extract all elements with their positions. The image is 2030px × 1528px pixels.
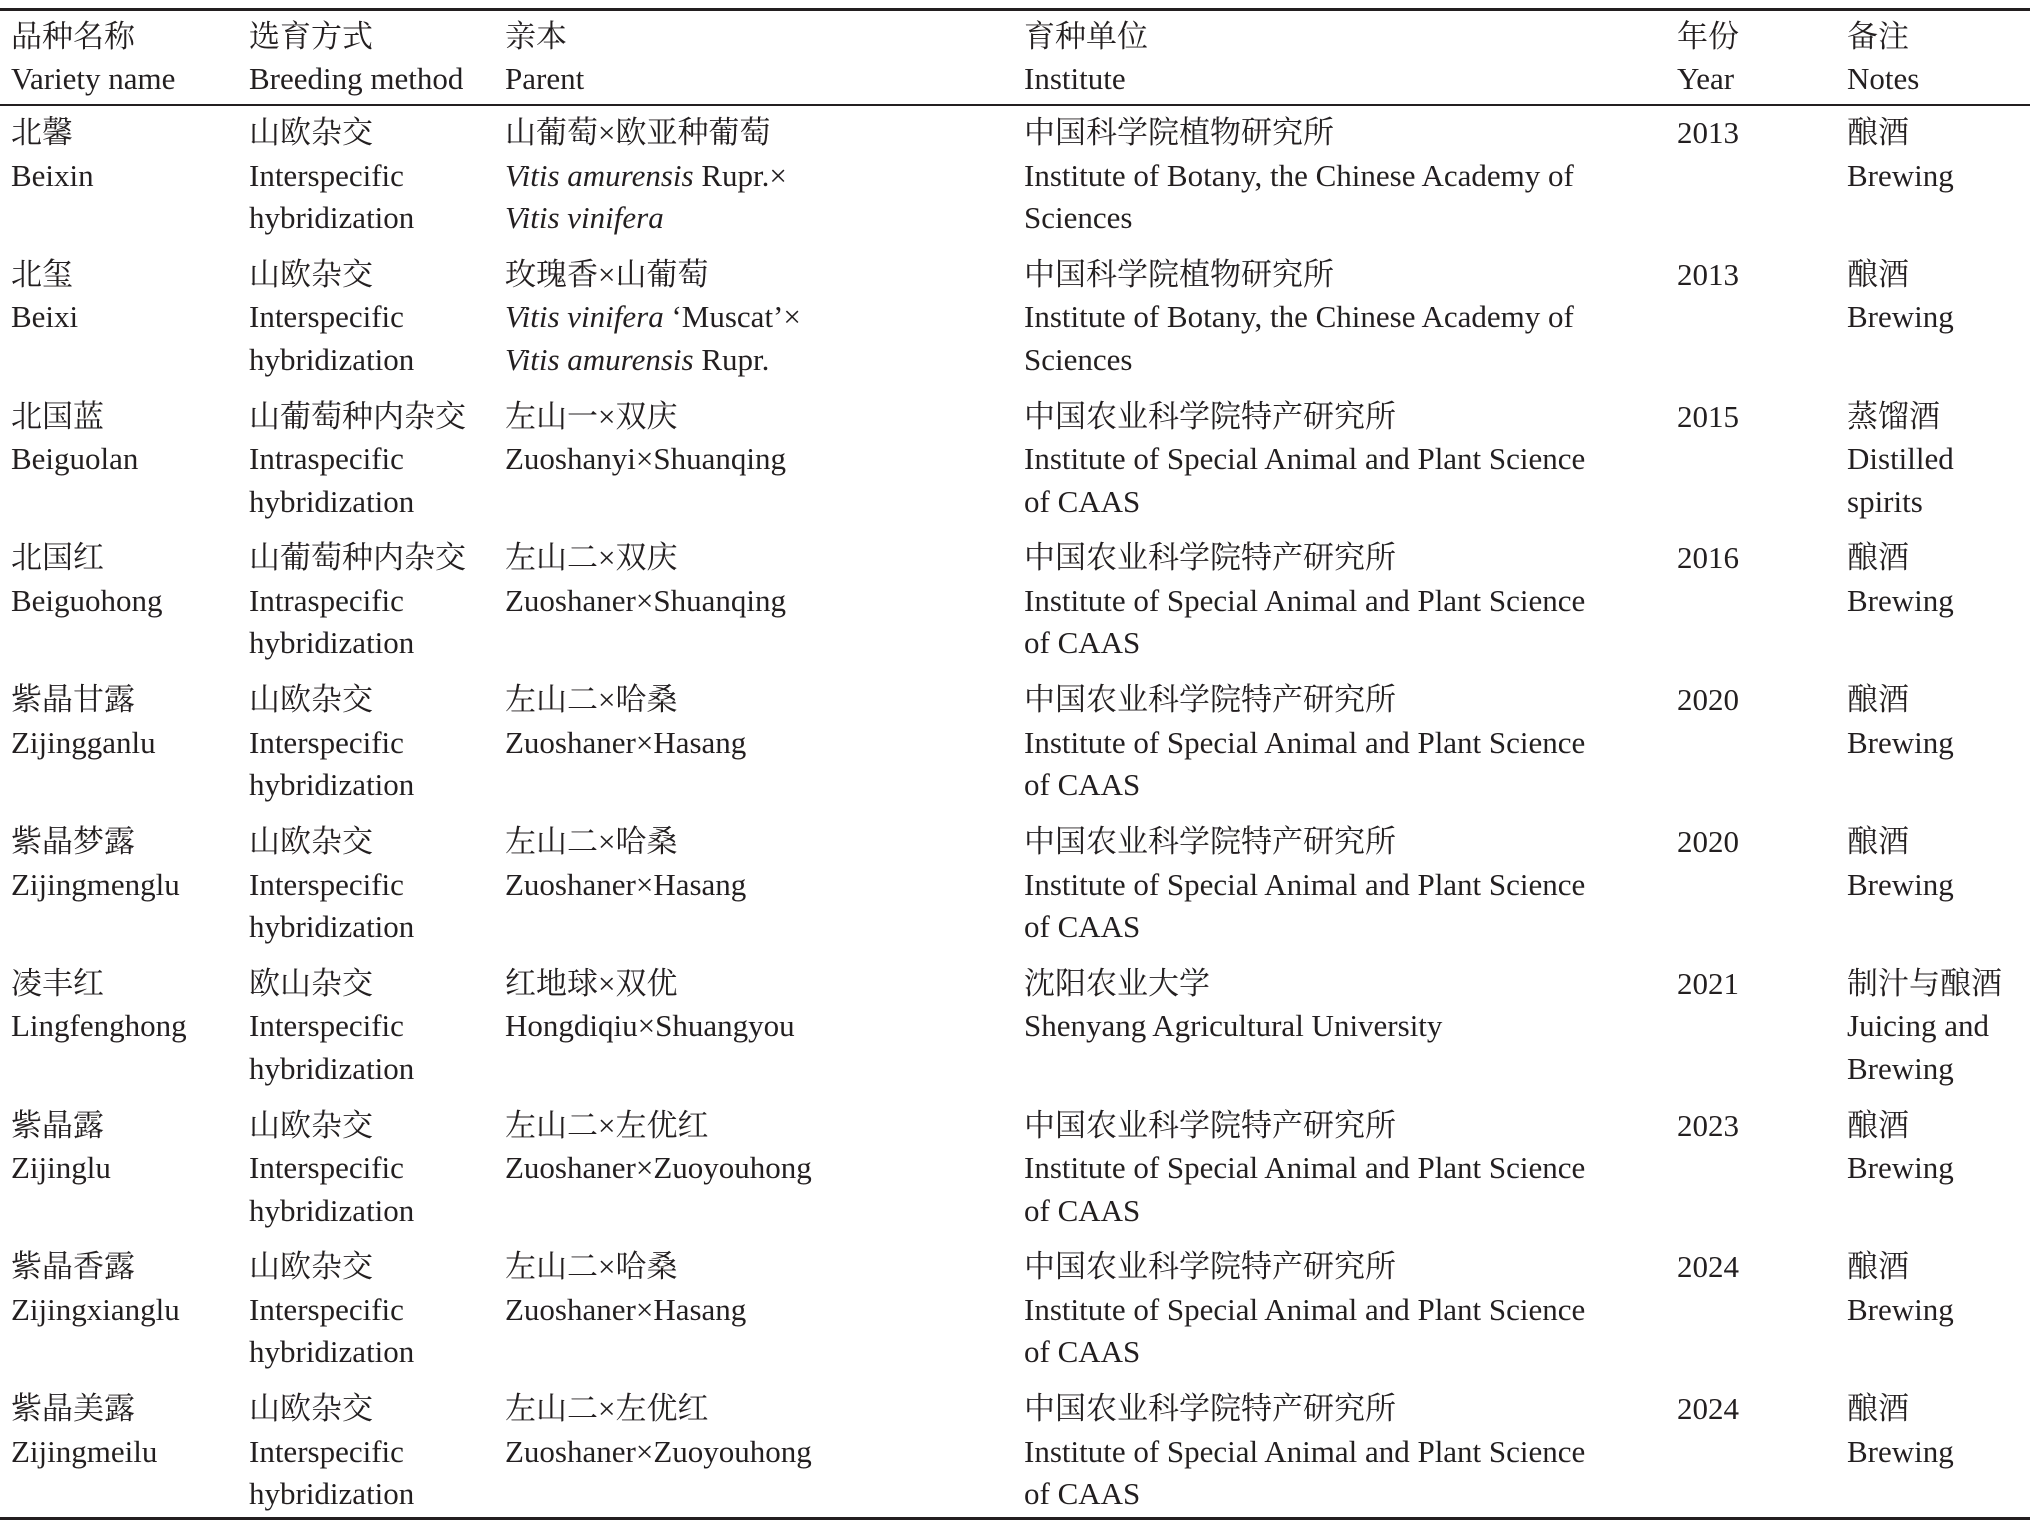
cell-year [1677,1388,1739,1431]
institute-en1: Shenyang Agricultural University [1024,1008,1443,1044]
parent-zh: 左山二×哈桑 [505,824,678,859]
method-en2: hybridization [249,1192,415,1228]
institute-zh: 中国农业科学院特产研究所 [1024,398,1396,434]
variety-en: Beixi [11,299,79,335]
method-zh: 欧山杂交 [249,965,373,1001]
institute-en2: of CAAS [1024,1192,1141,1228]
notes-zh: 酿酒 [1847,1107,1909,1143]
method-zh: 山欧杂交 [249,1107,373,1143]
variety-zh: 紫晶梦露 [11,824,135,859]
institute-en2: of CAAS [1024,1476,1141,1512]
variety-en: Zijingganlu [11,724,156,760]
header-parent-zh: 亲本 [505,19,567,54]
variety-zh: 紫晶香露 [11,1249,135,1285]
variety-en: Beiguohong [11,582,163,618]
cell-notes [1847,1388,1954,1473]
method-en2: hybridization [249,1050,415,1086]
cell-method [249,254,414,382]
parent-en1: Zuoshaner×Shuanqing [505,582,786,618]
notes-en1: Brewing [1847,299,1954,335]
cell-variety [11,963,187,1048]
institute-zh: 中国科学院植物研究所 [1024,115,1334,150]
parent-en1: Zuoshanyi×Shuanqing [505,441,786,477]
year-value: 2016 [1677,540,1739,576]
cell-institute [1024,1105,1585,1233]
method-en2: hybridization [249,1476,415,1512]
institute-en1: Institute of Special Animal and Plant Science [1024,724,1586,760]
parent-zh: 左山二×哈桑 [505,682,678,718]
table-top-rule [0,8,2030,11]
notes-zh: 酿酒 [1847,256,1909,292]
header-year [1677,16,1739,100]
institute-en1: Institute of Special Animal and Plant Science [1024,582,1586,618]
header-notes [1847,16,1919,100]
cell-notes [1847,254,1954,339]
method-en2: hybridization [249,1334,415,1370]
parent-zh: 左山二×左优红 [505,1107,709,1143]
header-year-en: Year [1677,61,1735,96]
cell-institute [1024,112,1574,240]
cell-variety [11,112,94,197]
cell-variety [11,254,78,339]
variety-zh: 北国蓝 [11,398,104,434]
cell-notes [1847,112,1954,197]
year-value: 2013 [1677,256,1739,292]
year-value: 2020 [1677,824,1739,859]
institute-zh: 中国农业科学院特产研究所 [1024,824,1396,859]
variety-en: Zijingmenglu [11,866,180,902]
parent-zh: 左山二×哈桑 [505,1249,678,1285]
parent-zh: 山葡萄×欧亚种葡萄 [505,115,771,150]
notes-en1: Brewing [1847,157,1954,193]
parent-zh: 左山二×双庆 [505,540,678,576]
institute-zh: 中国科学院植物研究所 [1024,256,1334,292]
year-value: 2020 [1677,682,1739,718]
cell-variety [11,1388,157,1473]
institute-zh: 沈阳农业大学 [1024,965,1210,1001]
year-value: 2021 [1677,965,1739,1001]
cell-institute [1024,679,1585,807]
method-en1: Interspecific [249,1008,404,1044]
parent-zh: 玫瑰香×山葡萄 [505,256,709,292]
institute-en1: Institute of Botany, the Chinese Academy of [1024,157,1574,193]
institute-en2: Sciences [1024,341,1133,377]
cell-institute [1024,821,1585,949]
cell-year [1677,679,1739,722]
variety-zh: 凌丰红 [11,965,104,1001]
variety-zh: 紫晶甘露 [11,682,135,718]
notes-en2: Brewing [1847,1050,1954,1086]
cell-parent [505,679,746,764]
parent-en1: Zuoshaner×Zuoyouhong [505,1150,812,1186]
header-institute-zh: 育种单位 [1024,19,1148,54]
year-value: 2013 [1677,115,1739,150]
method-en1: Interspecific [249,299,404,335]
cell-method [249,112,414,240]
variety-zh: 北国红 [11,540,104,576]
notes-zh: 酿酒 [1847,824,1909,859]
method-zh: 山欧杂交 [249,682,373,718]
method-en1: Interspecific [249,1150,404,1186]
header-year-zh: 年份 [1677,19,1739,54]
cell-parent [505,112,787,240]
cell-parent [505,537,786,622]
cell-method [249,1105,414,1233]
notes-en1: Brewing [1847,1150,1954,1186]
method-en2: hybridization [249,483,415,519]
cell-year [1677,254,1739,297]
method-en2: hybridization [249,767,415,803]
method-zh: 山欧杂交 [249,256,373,292]
notes-en1: Brewing [1847,582,1954,618]
table-bottom-rule [0,1517,2030,1520]
notes-en1: Brewing [1847,1433,1954,1469]
notes-zh: 蒸馏酒 [1847,398,1940,434]
variety-en: Zijingmeilu [11,1433,158,1469]
cell-year [1677,1246,1739,1289]
cell-method [249,396,466,524]
notes-zh: 酿酒 [1847,115,1909,150]
method-zh: 山欧杂交 [249,115,373,150]
cell-method [249,1246,414,1374]
variety-zh: 北馨 [11,115,73,150]
cell-method [249,1388,414,1516]
cell-parent [505,396,786,481]
variety-en: Beixin [11,157,94,193]
year-value: 2024 [1677,1249,1739,1285]
method-zh: 山葡萄种内杂交 [249,540,466,576]
cell-parent [505,963,795,1048]
cell-method [249,821,414,949]
notes-zh: 酿酒 [1847,1391,1909,1427]
cell-year [1677,963,1739,1006]
cell-institute [1024,963,1442,1048]
table-header-rule [0,104,2030,106]
institute-zh: 中国农业科学院特产研究所 [1024,1391,1396,1427]
notes-en2: spirits [1847,483,1923,519]
method-zh: 山欧杂交 [249,1249,373,1285]
institute-en2: of CAAS [1024,483,1141,519]
notes-zh: 制汁与酿酒 [1847,965,2002,1001]
cell-notes [1847,821,1954,906]
notes-en1: Brewing [1847,724,1954,760]
cell-variety [11,1246,180,1331]
institute-zh: 中国农业科学院特产研究所 [1024,1107,1396,1143]
header-variety-en: Variety name [11,61,176,96]
method-en1: Interspecific [249,157,404,193]
cell-institute [1024,254,1574,382]
variety-zh: 紫晶美露 [11,1391,135,1427]
method-zh: 山欧杂交 [249,824,373,859]
method-en1: Interspecific [249,866,404,902]
header-variety-zh: 品种名称 [11,19,135,54]
cell-notes [1847,1246,1954,1331]
header-institute-en: Institute [1024,61,1126,96]
cell-parent [505,1388,812,1473]
parent-en1: Zuoshaner×Hasang [505,724,747,760]
institute-en2: Sciences [1024,200,1133,235]
method-zh: 山欧杂交 [249,1391,373,1427]
cell-variety [11,1105,111,1190]
cell-parent [505,1246,746,1331]
cell-variety [11,821,180,906]
institute-zh: 中国农业科学院特产研究所 [1024,1249,1396,1285]
institute-en1: Institute of Special Animal and Plant Science [1024,441,1586,477]
cell-institute [1024,1246,1585,1374]
institute-en2: of CAAS [1024,1334,1141,1370]
cell-notes [1847,1105,1954,1190]
parent-en1: Zuoshaner×Hasang [505,1291,747,1327]
cell-notes [1847,537,1954,622]
header-institute [1024,16,1148,100]
institute-en1: Institute of Special Animal and Plant Science [1024,866,1586,902]
cell-method [249,963,414,1091]
variety-en: Beiguolan [11,441,139,477]
parent-en1: Hongdiqiu×Shuangyou [505,1008,795,1044]
method-en1: Interspecific [249,724,404,760]
notes-en1: Juicing and [1847,1008,1990,1044]
institute-en1: Institute of Special Animal and Plant Science [1024,1150,1586,1186]
cell-year [1677,112,1739,155]
header-notes-zh: 备注 [1847,19,1909,54]
cell-notes [1847,396,1954,524]
method-en2: hybridization [249,909,415,944]
notes-zh: 酿酒 [1847,540,1909,576]
notes-zh: 酿酒 [1847,1249,1909,1285]
header-parent-en: Parent [505,61,585,96]
cell-institute [1024,537,1585,665]
notes-en1: Distilled [1847,441,1954,477]
institute-en2: of CAAS [1024,625,1141,661]
method-en1: Intraspecific [249,582,404,618]
institute-en1: Institute of Botany, the Chinese Academy of [1024,299,1574,335]
parent-en2: Vitis vinifera [505,200,664,235]
parent-zh: 左山二×左优红 [505,1391,709,1427]
year-value: 2024 [1677,1391,1739,1427]
year-value: 2023 [1677,1107,1739,1143]
variety-zh: 紫晶露 [11,1107,104,1143]
method-zh: 山葡萄种内杂交 [249,398,466,434]
institute-zh: 中国农业科学院特产研究所 [1024,540,1396,576]
cell-institute [1024,396,1585,524]
institute-en1: Institute of Special Animal and Plant Science [1024,1291,1586,1327]
notes-en1: Brewing [1847,1291,1954,1327]
method-en2: hybridization [249,625,415,661]
cell-parent [505,821,746,906]
cell-year [1677,1105,1739,1148]
parent-en2: Vitis amurensis Rupr. [505,341,770,377]
cell-year [1677,537,1739,580]
parent-en1: Vitis amurensis Rupr.× [505,157,787,193]
parent-en1: Zuoshaner×Hasang [505,866,747,902]
cell-variety [11,679,156,764]
institute-en1: Institute of Special Animal and Plant Science [1024,1433,1586,1469]
institute-zh: 中国农业科学院特产研究所 [1024,682,1396,718]
header-method-en: Breeding method [249,61,464,96]
header-variety [11,16,175,100]
header-method [249,16,463,100]
cell-parent [505,1105,812,1190]
institute-en2: of CAAS [1024,767,1141,803]
cell-year [1677,821,1739,864]
header-parent [505,16,584,100]
cell-parent [505,254,801,382]
parent-zh: 红地球×双优 [505,965,678,1001]
cell-notes [1847,679,1954,764]
cell-institute [1024,1388,1585,1516]
cell-variety [11,537,163,622]
year-value: 2015 [1677,398,1739,434]
cell-year [1677,396,1739,439]
notes-en1: Brewing [1847,866,1954,902]
parent-en1: Zuoshaner×Zuoyouhong [505,1433,812,1469]
institute-en2: of CAAS [1024,909,1141,944]
parent-zh: 左山一×双庆 [505,398,678,434]
method-en2: hybridization [249,200,415,235]
header-method-zh: 选育方式 [249,19,373,54]
variety-en: Lingfenghong [11,1008,187,1044]
cell-method [249,537,466,665]
method-en1: Interspecific [249,1433,404,1469]
cell-method [249,679,414,807]
method-en1: Intraspecific [249,441,404,477]
notes-zh: 酿酒 [1847,682,1909,718]
cell-variety [11,396,138,481]
variety-en: Zijinglu [11,1150,111,1186]
method-en2: hybridization [249,341,415,377]
method-en1: Interspecific [249,1291,404,1327]
parent-en1: Vitis vinifera ‘Muscat’× [505,299,801,335]
header-notes-en: Notes [1847,61,1920,96]
variety-en: Zijingxianglu [11,1291,180,1327]
variety-zh: 北玺 [11,256,73,292]
cell-notes [1847,963,2002,1091]
